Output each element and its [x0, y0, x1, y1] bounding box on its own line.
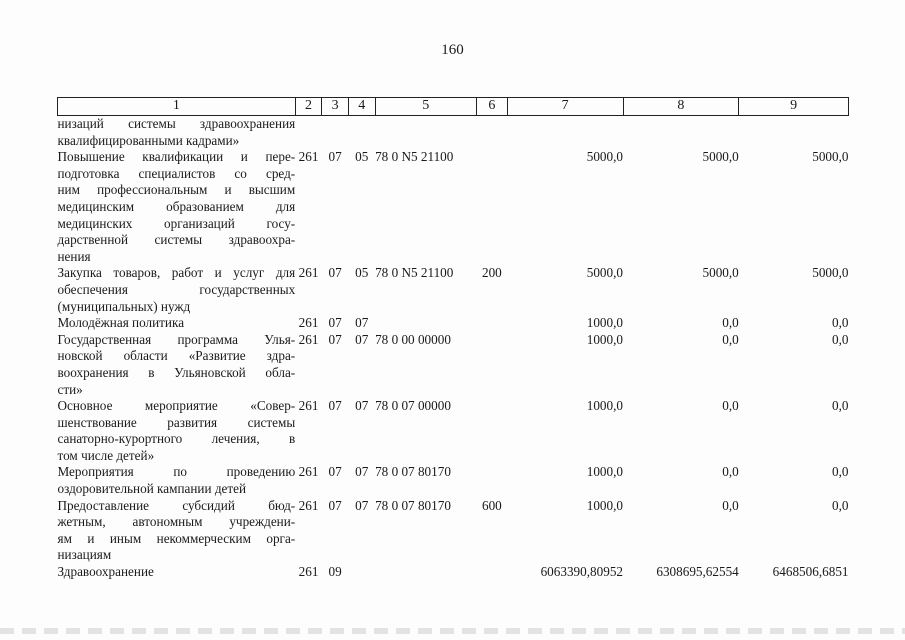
cell-admin-code: 261: [298, 497, 319, 513]
cell-admin-code: 261: [298, 331, 319, 347]
column-header-9: 9: [739, 98, 849, 116]
item-name-line: низациям: [57, 547, 112, 563]
cell-expense-type: [477, 116, 508, 150]
table-row: [58, 564, 849, 581]
cell-amount-col7: 5000,0: [586, 149, 623, 165]
item-name-line: подготовка специалистов со сред-: [57, 165, 296, 181]
cell-admin-code: 261: [298, 149, 319, 165]
cell-amount-col7: [507, 116, 623, 150]
cell-amount-col9: [739, 116, 849, 150]
cell-target-article: [375, 564, 476, 581]
cell-amount-col7: 5000,0: [586, 265, 623, 281]
cell-amount-col9: 0,0: [832, 497, 849, 513]
item-name-line: сти»: [57, 381, 83, 397]
cell-subsection: 07: [355, 464, 369, 480]
cell-section: 07: [328, 497, 342, 513]
cell-admin-code: [295, 116, 322, 150]
column-header-8: 8: [623, 98, 739, 116]
cell-amount-col8: [623, 116, 739, 150]
cell-item-name: [58, 265, 296, 315]
cell-item-name: [58, 315, 296, 332]
item-name-line: Государственная программа Улья-: [57, 331, 296, 347]
cell-item-name: [58, 149, 296, 265]
cell-amount-col7: 6063390,80952: [540, 564, 623, 580]
cell-subsection: 05: [355, 265, 369, 281]
cell-amount-col7: 1000,0: [586, 464, 623, 480]
table-row: [58, 315, 849, 332]
cell-subsection: 07: [355, 398, 369, 414]
cell-amount-col9: 0,0: [832, 398, 849, 414]
table-row: [58, 116, 849, 150]
cell-amount-col9: 0,0: [832, 464, 849, 480]
table-row: [58, 464, 849, 497]
cell-amount-col9: 0,0: [832, 331, 849, 347]
item-name-line: дарственной системы здравоохра-: [57, 232, 296, 248]
cell-expense-type: [477, 398, 508, 464]
cell-section: 07: [328, 265, 342, 281]
cell-admin-code: 261: [298, 464, 319, 480]
cell-amount-col8: 6308695,62554: [656, 564, 739, 580]
cell-amount-col9: 5000,0: [812, 265, 849, 281]
cell-item-name: [58, 564, 296, 581]
cell-amount-col8: 0,0: [722, 497, 739, 513]
cell-expense-type: [477, 149, 508, 265]
item-name-line: оздоровительной кампании детей: [57, 481, 247, 497]
item-name-line: медицинским образованием для: [57, 198, 296, 214]
cell-item-name: [58, 464, 296, 497]
item-name-line: (муниципальных) нужд: [57, 298, 191, 314]
item-name-line: том числе детей»: [57, 447, 155, 463]
item-name-line: санаторно-курортного лечения, в: [57, 431, 296, 447]
budget-table: [57, 97, 849, 581]
cell-section: [322, 116, 349, 150]
cell-admin-code: 261: [298, 564, 319, 580]
cell-amount-col8: 5000,0: [702, 149, 739, 165]
cell-amount-col8: 0,0: [722, 464, 739, 480]
item-name-line: Молодёжная политика: [57, 315, 185, 331]
cell-subsection: 05: [355, 149, 369, 165]
cell-amount-col8: 0,0: [722, 398, 739, 414]
item-name-line: Повышение квалификации и пере-: [57, 149, 296, 165]
item-name-line: медицинских организаций госу-: [57, 215, 296, 231]
cell-subsection: 07: [355, 315, 369, 331]
table-row: [58, 498, 849, 564]
cell-subsection: [348, 564, 375, 581]
table-header: [58, 98, 849, 116]
cell-amount-col7: 1000,0: [586, 497, 623, 513]
cell-target-article: 78 0 00 00000: [375, 331, 451, 347]
column-header-7: 7: [507, 98, 623, 116]
cell-target-article: 78 0 N5 21100: [375, 149, 454, 165]
cell-expense-type: [477, 332, 508, 398]
cell-subsection: [348, 116, 375, 150]
cell-section: 07: [328, 149, 342, 165]
item-name-line: квалифицированными кадрами»: [57, 132, 240, 148]
item-name-line: низаций системы здравоохранения: [57, 116, 296, 131]
cell-expense-type: [477, 564, 508, 581]
item-name-line: шенствование развития системы: [57, 414, 296, 430]
cell-section: 07: [328, 464, 342, 480]
cell-expense-type: 600: [481, 497, 502, 513]
cell-expense-type: [477, 315, 508, 332]
cell-section: 07: [328, 398, 342, 414]
scan-edge-shadow: [0, 628, 905, 634]
cell-target-article: 78 0 07 80170: [375, 464, 451, 480]
table-body: [58, 116, 849, 581]
cell-expense-type: 200: [481, 265, 502, 281]
column-header-4: 4: [348, 98, 375, 116]
table-row: [58, 149, 849, 265]
cell-target-article: [375, 116, 476, 150]
item-name-line: Основное мероприятие «Совер-: [57, 398, 296, 414]
item-name-line: Закупка товаров, работ и услуг для: [57, 265, 296, 281]
table-row: [58, 265, 849, 315]
cell-amount-col7: 1000,0: [586, 315, 623, 331]
column-header-5: 5: [375, 98, 476, 116]
cell-admin-code: 261: [298, 265, 319, 281]
cell-amount-col8: 5000,0: [702, 265, 739, 281]
column-header-2: 2: [295, 98, 322, 116]
cell-item-name: [58, 398, 296, 464]
cell-admin-code: 261: [298, 398, 319, 414]
cell-item-name: [58, 116, 296, 150]
item-name-line: воохранения в Ульяновской обла-: [57, 364, 296, 380]
cell-subsection: 07: [355, 331, 369, 347]
cell-subsection: 07: [355, 497, 369, 513]
cell-expense-type: [477, 464, 508, 497]
column-header-1: 1: [58, 98, 296, 116]
column-header-6: 6: [477, 98, 508, 116]
column-header-3: 3: [322, 98, 349, 116]
item-name-line: нения: [57, 248, 91, 264]
cell-item-name: [58, 332, 296, 398]
item-name-line: жетным, автономным учреждени-: [57, 514, 296, 530]
table-row: [58, 398, 849, 464]
page-number: 160: [441, 42, 464, 58]
item-name-line: обеспечения государственных: [57, 281, 296, 297]
item-name-line: новской области «Развитие здра-: [57, 348, 296, 364]
cell-amount-col9: 6468506,6851: [772, 564, 849, 580]
item-name-line: ям и иным некоммерческим орга-: [57, 530, 296, 546]
table-row: [58, 332, 849, 398]
cell-amount-col8: 0,0: [722, 315, 739, 331]
cell-amount-col9: 0,0: [832, 315, 849, 331]
item-name-line: Здравоохранение: [57, 564, 154, 580]
cell-target-article: 78 0 N5 21100: [375, 265, 454, 281]
cell-amount-col8: 0,0: [722, 331, 739, 347]
item-name-line: Мероприятия по проведению: [57, 464, 296, 480]
cell-section: 07: [328, 331, 342, 347]
cell-admin-code: 261: [298, 315, 319, 331]
cell-target-article: [375, 315, 476, 332]
cell-item-name: [58, 498, 296, 564]
item-name-line: Предоставление субсидий бюд-: [57, 497, 296, 513]
cell-amount-col7: 1000,0: [586, 398, 623, 414]
header-row: [58, 98, 849, 116]
cell-section: 07: [328, 315, 342, 331]
cell-target-article: 78 0 07 00000: [375, 398, 451, 414]
item-name-line: ним профессиональным и высшим: [57, 182, 296, 198]
cell-amount-col9: 5000,0: [812, 149, 849, 165]
cell-amount-col7: 1000,0: [586, 331, 623, 347]
cell-section: 09: [328, 564, 342, 580]
cell-target-article: 78 0 07 80170: [375, 497, 451, 513]
